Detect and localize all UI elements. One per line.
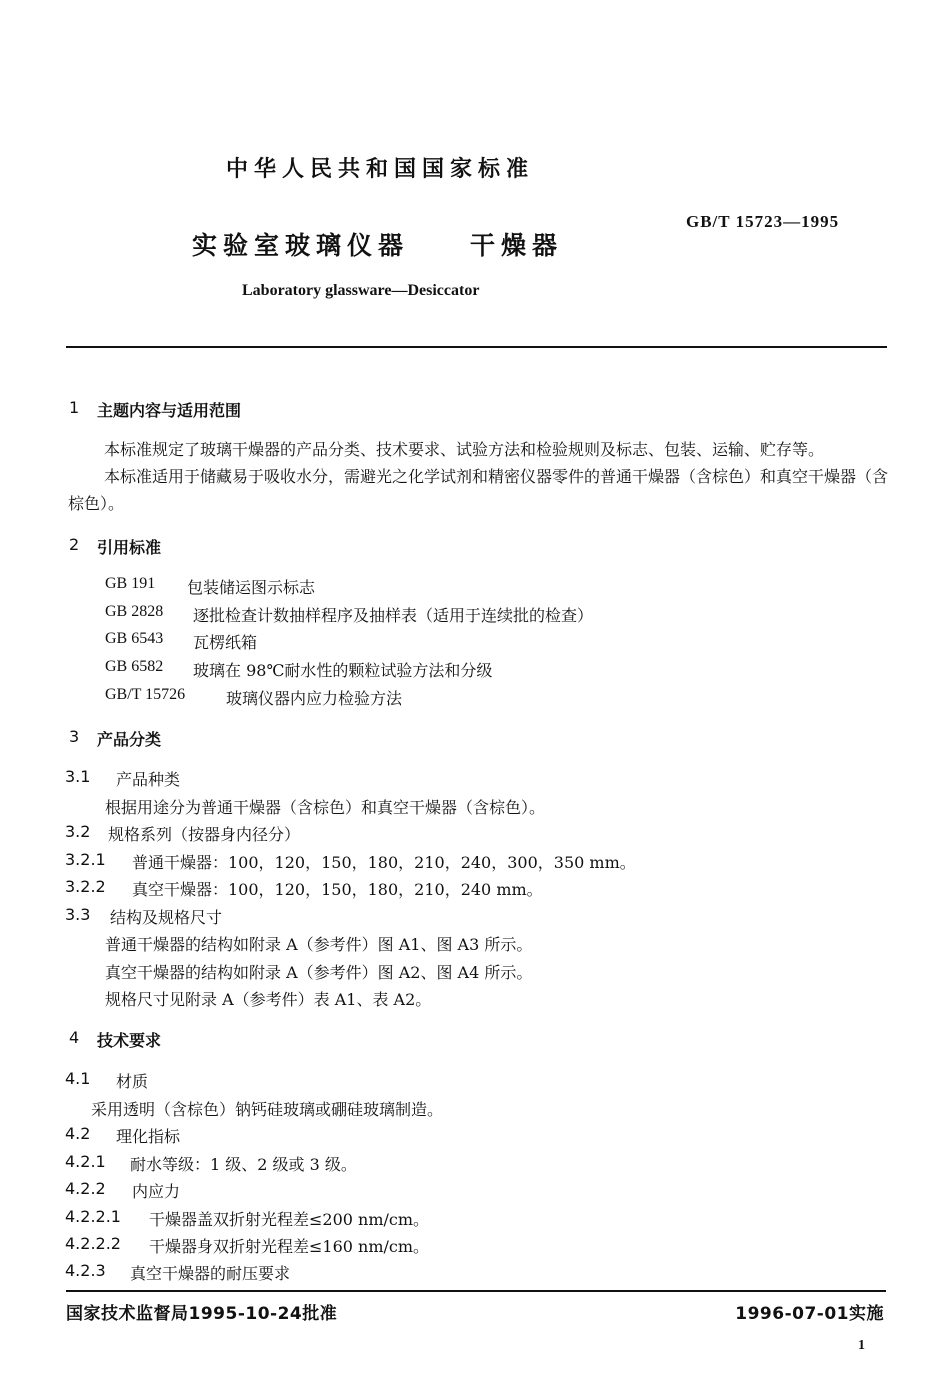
clause-4-2-2-2-number: 4.2.2.2 — [65, 1234, 121, 1253]
effective-date-statement: 1996-07-01实施 — [735, 1304, 884, 1324]
title-english: Laboratory glassware—Desiccator — [242, 282, 480, 299]
clause-3-1-title: 产品种类 — [116, 770, 181, 789]
reference-title: 逐批检查计数抽样程序及抽样表（适用于连续批的检查） — [193, 606, 594, 625]
clause-3-2-1-number: 3.2.1 — [65, 850, 106, 869]
reference-code: GB 2828 — [105, 603, 164, 620]
clause-4-2-2-number: 4.2.2 — [65, 1179, 106, 1198]
clause-4-2-1-text: 耐水等级：1 级、2 级或 3 级。 — [130, 1155, 357, 1174]
clause-3-2-2-number: 3.2.2 — [65, 877, 106, 896]
section-1-paragraph-1: 本标准规定了玻璃干燥器的产品分类、技术要求、试验方法和检验规则及标志、包装、运输、贮存等。 — [104, 440, 825, 459]
clause-4-1-text: 采用透明（含棕色）钠钙硅玻璃或硼硅玻璃制造。 — [91, 1100, 444, 1119]
clause-3-3-line-2: 真空干燥器的结构如附录 A（参考件）图 A2、图 A4 所示。 — [105, 963, 533, 982]
section-2-heading: 引用标准 — [97, 538, 162, 557]
clause-4-2-1-number: 4.2.1 — [65, 1152, 106, 1171]
section-4-number: 4 — [69, 1028, 80, 1047]
clause-3-2-1-text: 普通干燥器：100，120，150，180，210，240，300，350 mm。 — [132, 853, 636, 872]
reference-code: GB 191 — [105, 575, 156, 592]
clause-3-3-title: 结构及规格尺寸 — [110, 908, 223, 927]
clause-4-2-2-1-number: 4.2.2.1 — [65, 1207, 121, 1226]
reference-code: GB 6582 — [105, 658, 164, 675]
clause-4-2-3-number: 4.2.3 — [65, 1261, 106, 1280]
reference-title: 包装储运图示标志 — [187, 578, 316, 597]
clause-4-2-title: 理化指标 — [116, 1127, 181, 1146]
reference-title: 玻璃仪器内应力检验方法 — [226, 689, 403, 708]
footer-rule — [66, 1290, 886, 1292]
page-number: 1 — [858, 1338, 865, 1353]
clause-3-3-number: 3.3 — [65, 905, 91, 924]
header-rule — [66, 346, 887, 348]
clause-3-1-number: 3.1 — [65, 767, 91, 786]
reference-code: GB 6543 — [105, 630, 164, 647]
title-chinese-part1: 实验室玻璃仪器 — [192, 231, 410, 260]
clause-3-2-number: 3.2 — [65, 822, 91, 841]
reference-title: 瓦楞纸箱 — [193, 633, 258, 652]
section-3-heading: 产品分类 — [97, 730, 162, 749]
clause-4-2-3-text: 真空干燥器的耐压要求 — [130, 1264, 291, 1283]
clause-4-1-title: 材质 — [116, 1072, 149, 1091]
standard-code: GB/T 15723—1995 — [686, 212, 840, 231]
section-1-heading: 主题内容与适用范围 — [97, 401, 242, 420]
clause-4-2-2-1-text: 干燥器盖双折射光程差≤200 nm/cm。 — [149, 1210, 430, 1229]
section-2-number: 2 — [69, 535, 80, 554]
clause-3-2-2-text: 真空干燥器：100，120，150，180，210，240 mm。 — [132, 880, 543, 899]
clause-3-3-line-3: 规格尺寸见附录 A（参考件）表 A1、表 A2。 — [105, 990, 432, 1009]
clause-4-2-2-title: 内应力 — [132, 1182, 181, 1201]
clause-4-1-number: 4.1 — [65, 1069, 91, 1088]
section-4-heading: 技术要求 — [97, 1031, 162, 1050]
reference-title: 玻璃在 98℃耐水性的颗粒试验方法和分级 — [193, 661, 493, 680]
clause-4-2-2-2-text: 干燥器身双折射光程差≤160 nm/cm。 — [149, 1237, 430, 1256]
clause-3-2-title: 规格系列（按器身内径分） — [108, 825, 301, 844]
section-1-number: 1 — [69, 398, 80, 417]
approval-statement: 国家技术监督局1995-10-24批准 — [66, 1304, 338, 1324]
section-3-number: 3 — [69, 727, 80, 746]
section-1-paragraph-2: 本标准适用于储藏易于吸收水分，需避光之化学试剂和精密仪器零件的普通干燥器（含棕色）和真空干燥器（含棕色）。 — [68, 467, 889, 513]
national-standard-heading: 中华人民共和国国家标准 — [225, 157, 534, 182]
clause-3-3-line-1: 普通干燥器的结构如附录 A（参考件）图 A1、图 A3 所示。 — [105, 935, 533, 954]
reference-code: GB/T 15726 — [105, 686, 186, 703]
clause-3-1-text: 根据用途分为普通干燥器（含棕色）和真空干燥器（含棕色）。 — [105, 798, 546, 817]
clause-4-2-number: 4.2 — [65, 1124, 91, 1143]
title-chinese-part2: 干燥器 — [470, 231, 564, 260]
